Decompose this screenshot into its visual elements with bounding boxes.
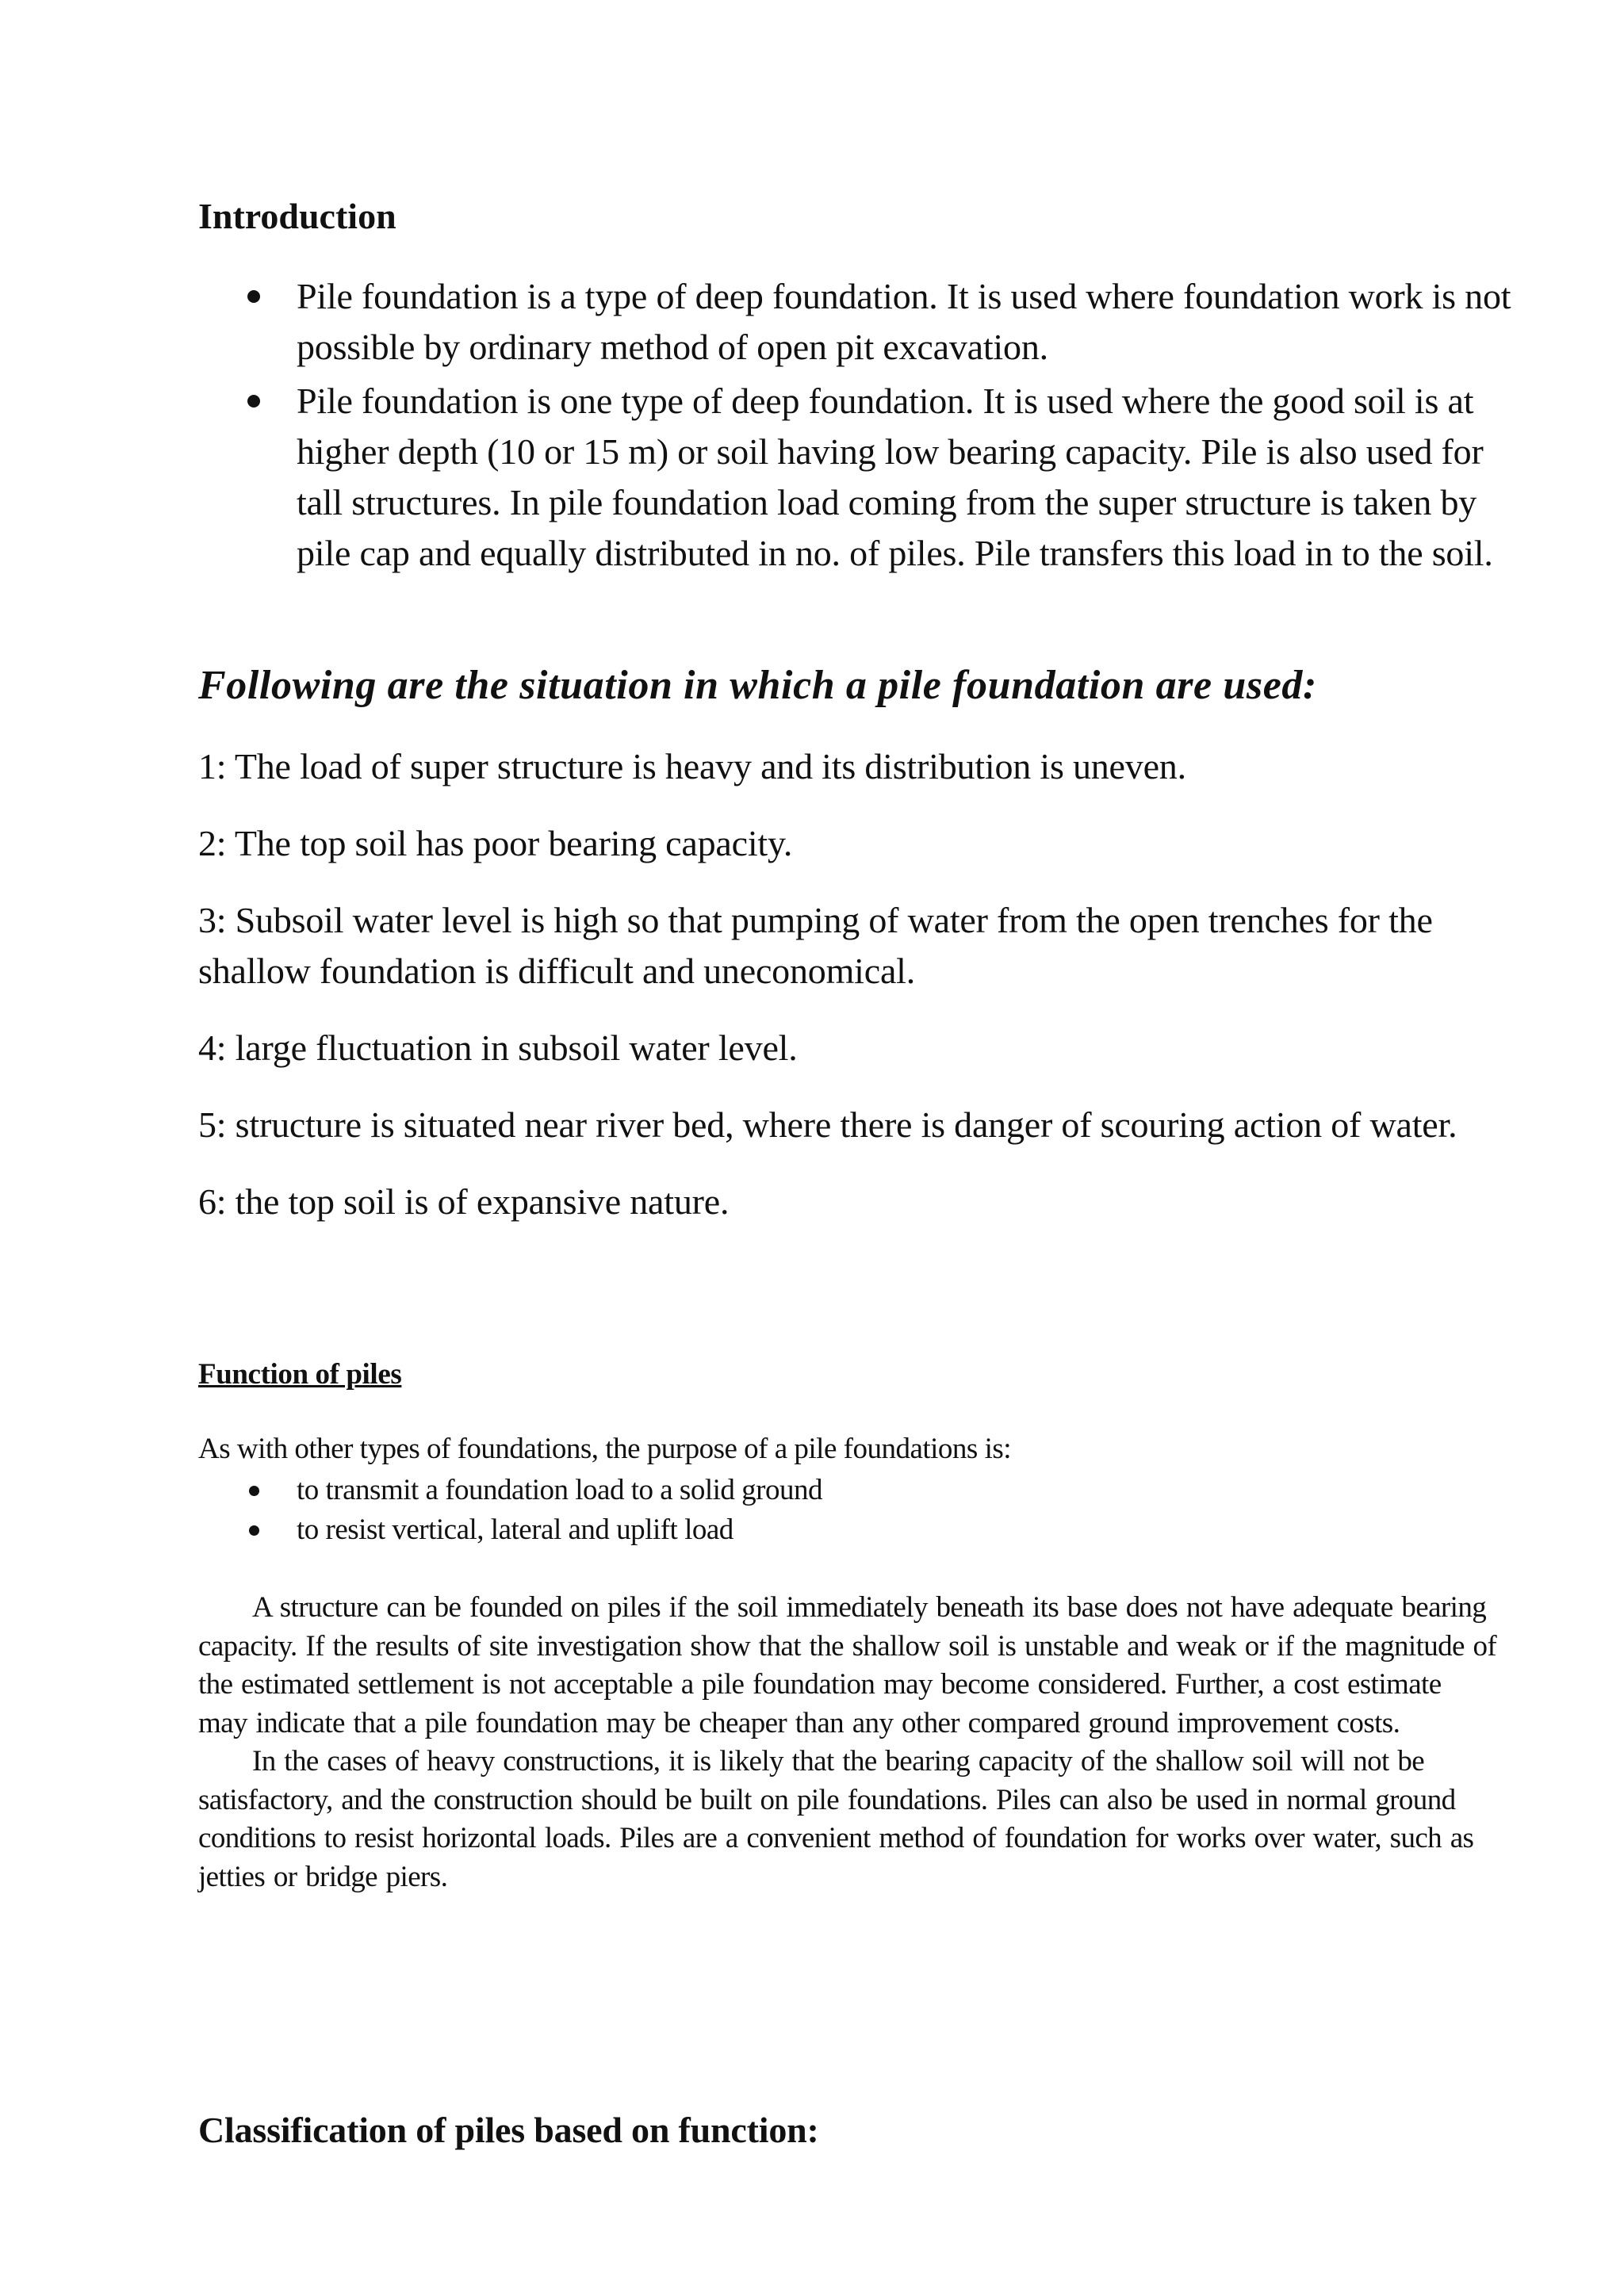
list-item: 6: the top soil is of expansive nature. <box>198 1181 730 1222</box>
introduction-bullet-list <box>198 271 1515 582</box>
list-item: 1: The load of super structure is heavy and its distribution is uneven. <box>198 746 1186 786</box>
list-item <box>198 1471 1515 1510</box>
function-intro-text: As with other types of foundations, the purpose of a pile foundations is: <box>198 1433 1012 1465</box>
list-item: 3: Subsoil water level is high so that pumping of water from the open trenches for the shallow foundation is difficult and uneconomical. <box>198 900 1433 991</box>
list-item <box>198 271 1515 373</box>
list-item <box>198 1510 1515 1550</box>
situations-heading: Following are the situation in which a pile foundation are used: <box>198 663 1317 708</box>
bullet-icon <box>247 395 260 408</box>
bullet-text: Pile foundation is a type of deep foundation. It is used where foundation work is not possible by ordinary method of open pit excavation. <box>297 276 1511 367</box>
paragraph: In the cases of heavy constructions, it is likely that the bearing capacity of the shallow soil will not be satisfactory, and the construction should be built on pile foundations. Piles can also be used in normal ground conditions to resist horizontal loads. Piles are a convenient method of foundation for works over water, such as jetties or bridge piers. <box>198 1745 1474 1893</box>
function-of-piles-heading: Function of piles <box>198 1358 402 1391</box>
function-paragraphs <box>198 1589 1499 1896</box>
list-item: 4: large fluctuation in subsoil water level. <box>198 1027 798 1068</box>
bullet-icon <box>249 1486 259 1496</box>
bullet-icon <box>249 1525 259 1536</box>
classification-heading: Classification of piles based on function: <box>198 2110 819 2150</box>
bullet-text: to resist vertical, lateral and uplift load <box>297 1513 733 1546</box>
list-item: 2: The top soil has poor bearing capacity. <box>198 823 793 863</box>
paragraph: A structure can be founded on piles if the soil immediately beneath its base does not have adequate bearing capacity. If the results of site investigation show that the shallow soil is unstable and weak or if the magnitude of the estimated settlement is not acceptable a pile foundation may become considered. Further, a cost estimate may indicate that a pile foundation may be cheaper than any other compared ground improvement costs. <box>198 1591 1497 1739</box>
function-bullet-list <box>198 1471 1515 1550</box>
list-item: 5: structure is situated near river bed, where there is danger of scouring action of water. <box>198 1104 1457 1145</box>
situations-list <box>198 741 1522 1253</box>
introduction-heading: Introduction <box>198 196 396 236</box>
bullet-icon <box>247 290 260 303</box>
bullet-text: Pile foundation is one type of deep foundation. It is used where the good soil is at higher depth (10 or 15 m) or soil having low bearing capacity. Pile is also used for tall structures. In pile foundation load coming from the super structure is taken by pile cap and equally distributed in no. of piles. Pile transfers this load in to the soil. <box>297 381 1493 573</box>
list-item <box>198 376 1515 579</box>
bullet-text: to transmit a foundation load to a solid ground <box>297 1474 822 1506</box>
